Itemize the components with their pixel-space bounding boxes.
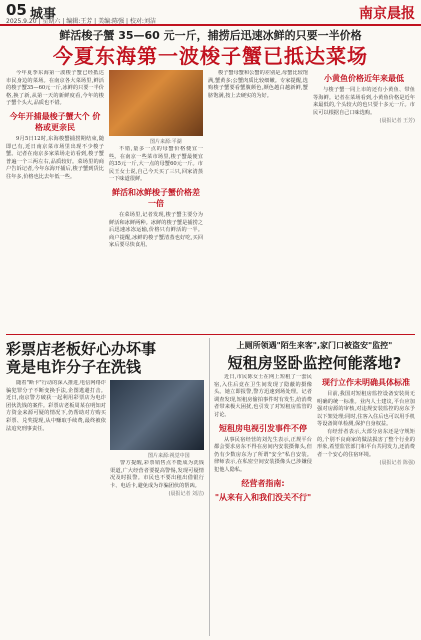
article1-byline: (晨报记者 王芳) <box>379 118 415 125</box>
article1-column1 <box>6 70 104 332</box>
article1-subtitle: 鲜活梭子蟹 35—60 元一斤，捕捞后迅速冰鲜的只要一半价格 <box>59 29 362 42</box>
article2-photo-caption: 图片来源:视觉中国 <box>148 453 190 459</box>
article2-column1 <box>6 380 106 635</box>
column-divider <box>209 338 210 636</box>
article3-subheading1: 短租房电视引发事件不停 <box>219 423 307 433</box>
article1-col4-body: 与梭子蟹一同上市的还有小黄鱼、带鱼等海鲜。记者在菜场看到,小黄鱼价格是近年来最低的,个头较大的也只要十多元一斤。市民可以根据自己口味选购。 <box>313 87 415 116</box>
section-name: 城事 <box>30 7 57 22</box>
article1-column3 <box>208 70 308 332</box>
article3-title: 短租房竖卧监控何能落地? <box>227 354 402 372</box>
article2-byline: (晨报记者 刘洁) <box>168 491 204 498</box>
article1-subheading2: 鲜活和冰鲜梭子蟹价格差一倍 <box>112 187 200 208</box>
article1-photo-caption: 图片来源:平湖 <box>150 139 182 145</box>
article2-title-line2: 竟是电诈分子在洗钱 <box>6 358 142 376</box>
article2-column2 <box>110 460 204 635</box>
article1-col3-body: 梭子蟹母蟹和公蟹的差别是,母蟹比较饱满,蟹黄多;公蟹肉质比较细嫩。专家提醒,选购梭子蟹要看蟹腹颜色,颜色越白越新鲜,蟹脐饱满,按上去硬实的为好。 <box>208 70 308 99</box>
article3-subheading4: "从来有入和我们没关不行" <box>214 492 312 502</box>
article2-title-line1: 彩票店老板好心办坏事 <box>6 340 157 358</box>
newspaper-logo: 南京晨报 <box>359 6 415 22</box>
article1-column4 <box>313 70 415 332</box>
crab-photo <box>109 70 203 136</box>
article2-body-b: 警方提醒,彩票销售点不能成为洗钱渠道,广大经营者要提高警惕,发现可疑情况及时报警。市民也不要出租出借银行卡、电话卡,避免成为诈骗团伙的帮凶。 <box>110 460 204 489</box>
article3-body-b: 从事民宿经营的刘先生表示,正规平台都会要求房东不得在房间内安装摄像头,但仍有少数房东为了所谓"安全"私自安装。律师表示,在私密空间安装摄像头已涉嫌侵犯他人隐私。 <box>214 436 312 473</box>
article3-body-c: 目前,我国对短租房监控设备安装尚无明确的统一标准。业内人士建议,平台应加强对房源的审核,对违规安装监控的房东予以下架处理;同时,住客入住后也可以用手机等设备简单检测,保护自身权益。 <box>317 391 415 428</box>
article1-subheading3: 小黄鱼价格近年来最低 <box>324 74 404 83</box>
article3-body-d: 有经营者表示,大部分房东还是守规矩的,个别不良商家的做法损害了整个行业的形象,希望监管部门和平台共同发力,还消费者一个安心的住宿环境。 <box>317 428 415 458</box>
article1-col2-body: 不错,量多一点的母蟹价格便宜一些。在南京一些菜市场里,梭子蟹最便宜的35元一斤,大一点的母蟹60元一斤。市民王女士说,自己今天买了三只,回家清蒸一下味道很鲜。 <box>109 146 203 183</box>
article3-column2 <box>317 374 415 636</box>
lottery-photo <box>110 380 204 450</box>
article3-body: 近日,市民陈女士在网上短租了一套民宿,入住后竟在卫生间发现了隐蔽的摄像头。她立即报警,警方迅速到场处理。记者调查发现,短租房偷拍事件时有发生,给消费者带来极大困扰,也引发了对短租房监管的讨论。 <box>214 374 312 418</box>
section-number: 05 <box>6 1 27 19</box>
article3-column1 <box>214 374 312 636</box>
article3-subheading2: 现行立作未明确具体标准 <box>322 378 410 387</box>
article3-subheading3: 经营者指南: <box>241 478 285 488</box>
article1-column2 <box>109 146 203 332</box>
article1-title: 今夏东海第一波梭子蟹已抵达菜场 <box>53 44 368 68</box>
issue-meta: 2025.9.20 | 星期六 | 编辑:王芳 | 美编:陈强 | 校对:刘洁 <box>6 18 156 25</box>
article2-title <box>6 340 176 376</box>
article1-col2-body-b: 在菜场里,记者发现,梭子蟹主要分为鲜活和冰鲜两种。冰鲜的梭子蟹是捕捞之后迅速冰冻运输,价格只有鲜活的一半。商户提醒,冰鲜的梭子蟹清蒸也好吃,买回家后要尽快食用。 <box>109 211 203 249</box>
article2-body: 随着"断卡"行动的深入推进,电信网络诈骗犯罪分子不断变换手法,企图逃避打击。近日,南京警方破获一起利用彩票店为电诈团伙洗钱的案件。彩票店老板周某在明知对方资金来源可疑的情况下,仍帮助对方购买彩票、兑奖提现,从中赚取手续费,最终被依法追究刑事责任。 <box>6 380 106 432</box>
article1-subheading1: 今年开捕最梭子蟹大个 价格或更亲民 <box>9 111 101 132</box>
article1-intro: 今年夏季东海第一波梭子蟹已经抵达市民身边的菜场。在南京各大菜场里,鲜活的梭子蟹35—60元一斤,冰鲜的只要一半价格,换了新,从第一天的新鲜度看,今年的梭子蟹个头大,品质也不错。 <box>6 70 104 107</box>
article3-byline: (晨报记者 陈强) <box>379 460 415 467</box>
article3-kicker: 上厕所领遇"陌生来客",家门口被盗安"监控" <box>236 341 393 350</box>
section-divider <box>6 334 415 335</box>
article1-col1-body: 9月5日12时,东海梭蟹捕捞期结束,随即已有,近日南京菜市场里出现不少梭子蟹。记者在南京多家菜场走访看到,梭子蟹普遍一个三两左右,品质较好。菜场里的商户告诉记者,今年东海开捕后,梭子蟹到货比往年多,价格也比去年低一些。 <box>6 135 104 180</box>
